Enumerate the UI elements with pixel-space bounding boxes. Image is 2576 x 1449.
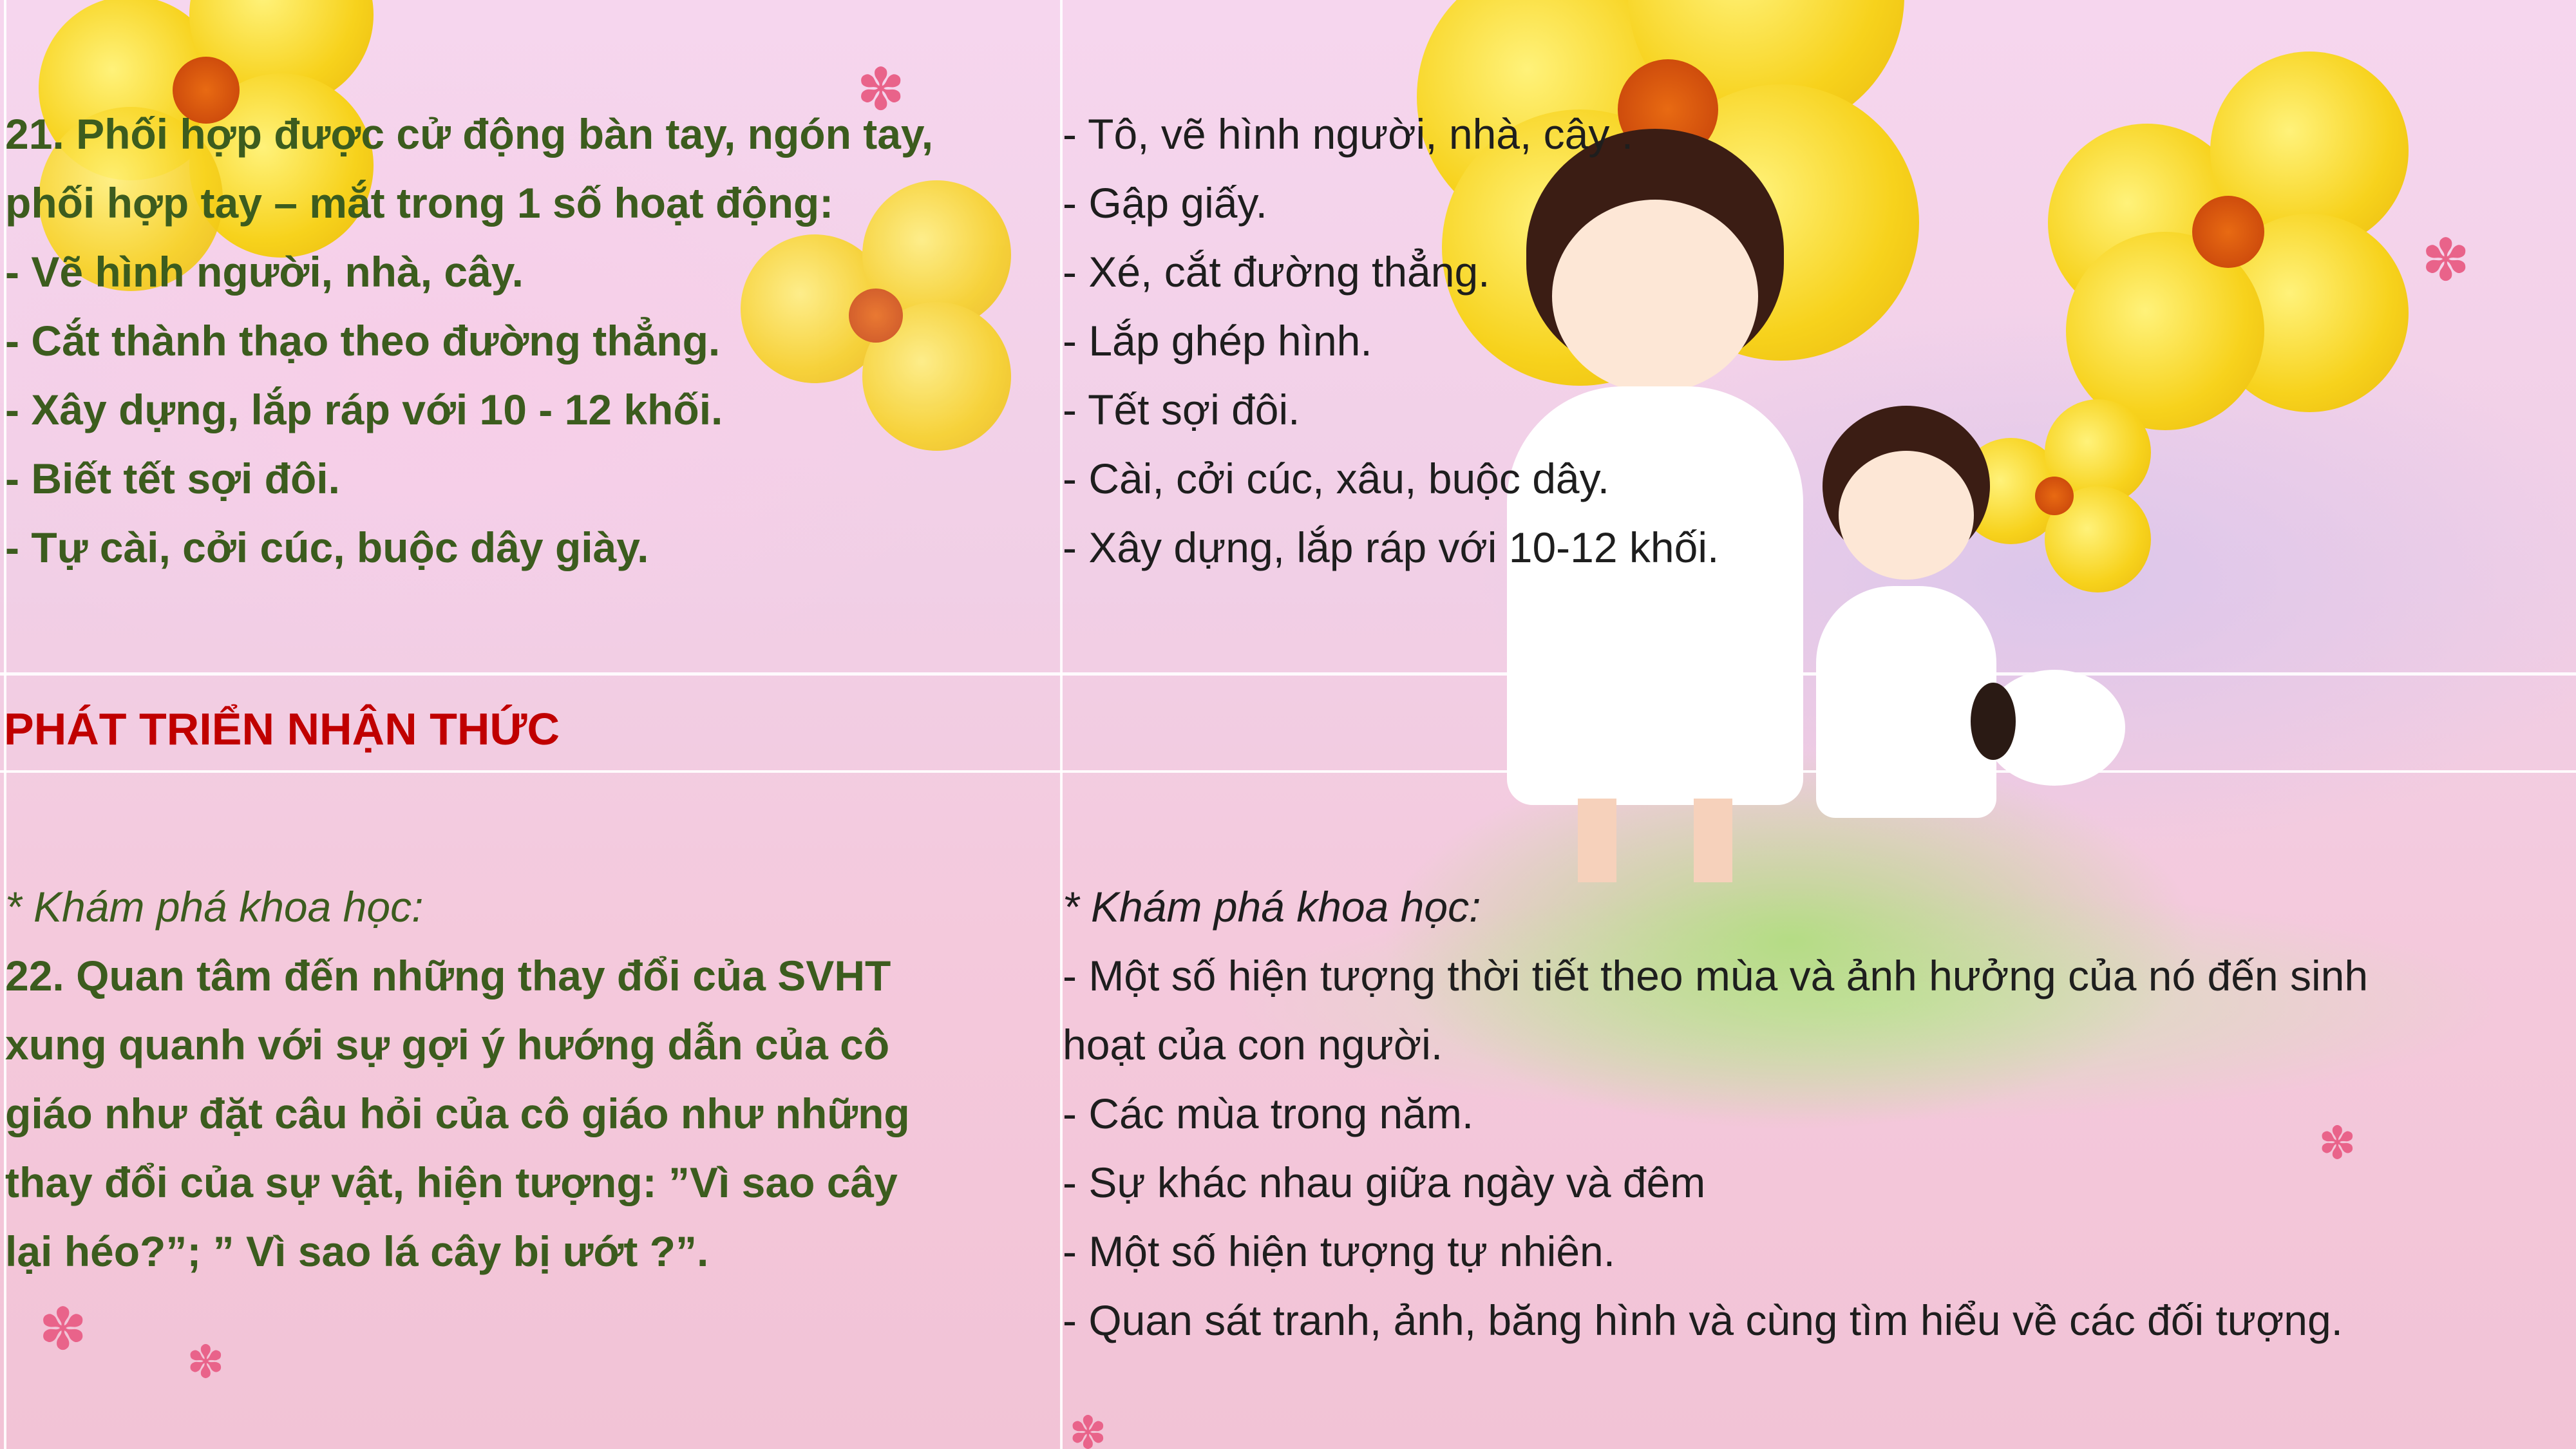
- fine-motor-activities: [1063, 100, 1719, 582]
- text-line: - Gập giấy.: [1063, 179, 1267, 227]
- text-line: - Cắt thành thạo theo đường thẳng.: [5, 317, 721, 365]
- text-line: - Tự cài, cởi cúc, buộc dây giày.: [5, 524, 649, 571]
- star-decoration: ✽: [187, 1336, 225, 1388]
- science-objectives: [5, 873, 910, 1286]
- star-decoration: ✽: [2421, 227, 2470, 294]
- text-line: - Lắp ghép hình.: [1063, 317, 1372, 365]
- text-line: - Một số hiện tượng tự nhiên.: [1063, 1227, 1616, 1275]
- table-row-divider: [0, 770, 2576, 773]
- text-line: - Cài, cởi cúc, xâu, buộc dây.: [1063, 455, 1610, 502]
- text-line: lại héo?”; ” Vì sao lá cây bị ướt ?”.: [5, 1227, 709, 1275]
- star-decoration: ✽: [2318, 1117, 2356, 1170]
- text-line: xung quanh với sự gợi ý hướng dẫn của cô: [5, 1021, 890, 1068]
- text-line: - Xé, cắt đường thẳng.: [1063, 248, 1490, 296]
- text-line: - Quan sát tranh, ảnh, băng hình và cùng tìm hiểu về các đối tượng.: [1063, 1296, 2343, 1344]
- section-heading: PHÁT TRIỂN NHẬN THỨC: [4, 704, 560, 754]
- text-line: 21. Phối hợp được cử động bàn tay, ngón tay,: [5, 110, 934, 158]
- star-decoration: ✽: [1069, 1406, 1107, 1449]
- science-activities: [1063, 873, 2368, 1355]
- text-line: - Các mùa trong năm.: [1063, 1090, 1474, 1137]
- text-line: 22. Quan tâm đến những thay đổi của SVHT: [5, 952, 891, 999]
- flower-decoration-right-cluster: [2048, 52, 2409, 412]
- fine-motor-objectives: [5, 100, 933, 582]
- text-line: hoạt của con người.: [1063, 1021, 1443, 1068]
- text-line: giáo như đặt câu hỏi của cô giáo như những: [5, 1090, 910, 1137]
- text-line: - Xây dựng, lắp ráp với 10 - 12 khối.: [5, 386, 723, 433]
- star-decoration: ✽: [857, 56, 905, 124]
- text-line: - Sự khác nhau giữa ngày và đêm: [1063, 1159, 1706, 1206]
- text-line: thay đổi của sự vật, hiện tượng: ”Vì sao cây: [5, 1159, 898, 1206]
- text-line: - Tết sợi đôi.: [1063, 386, 1300, 433]
- star-decoration: ✽: [39, 1296, 88, 1363]
- text-line: - Vẽ hình người, nhà, cây.: [5, 248, 524, 296]
- text-line: phối hợp tay – mắt trong 1 số hoạt động:: [5, 179, 834, 227]
- text-line: - Một số hiện tượng thời tiết theo mùa và ảnh hưởng của nó đến sinh: [1063, 952, 2369, 999]
- puppy-illustration: [1971, 670, 2138, 811]
- text-line: - Xây dựng, lắp ráp với 10-12 khối.: [1063, 524, 1719, 571]
- table-row-divider: [0, 672, 2576, 676]
- subheading: * Khám phá khoa học:: [1063, 883, 1481, 931]
- subheading: * Khám phá khoa học:: [5, 883, 424, 931]
- text-line: - Tô, vẽ hình người, nhà, cây .: [1063, 110, 1634, 158]
- text-line: - Biết tết sợi đôi.: [5, 455, 340, 502]
